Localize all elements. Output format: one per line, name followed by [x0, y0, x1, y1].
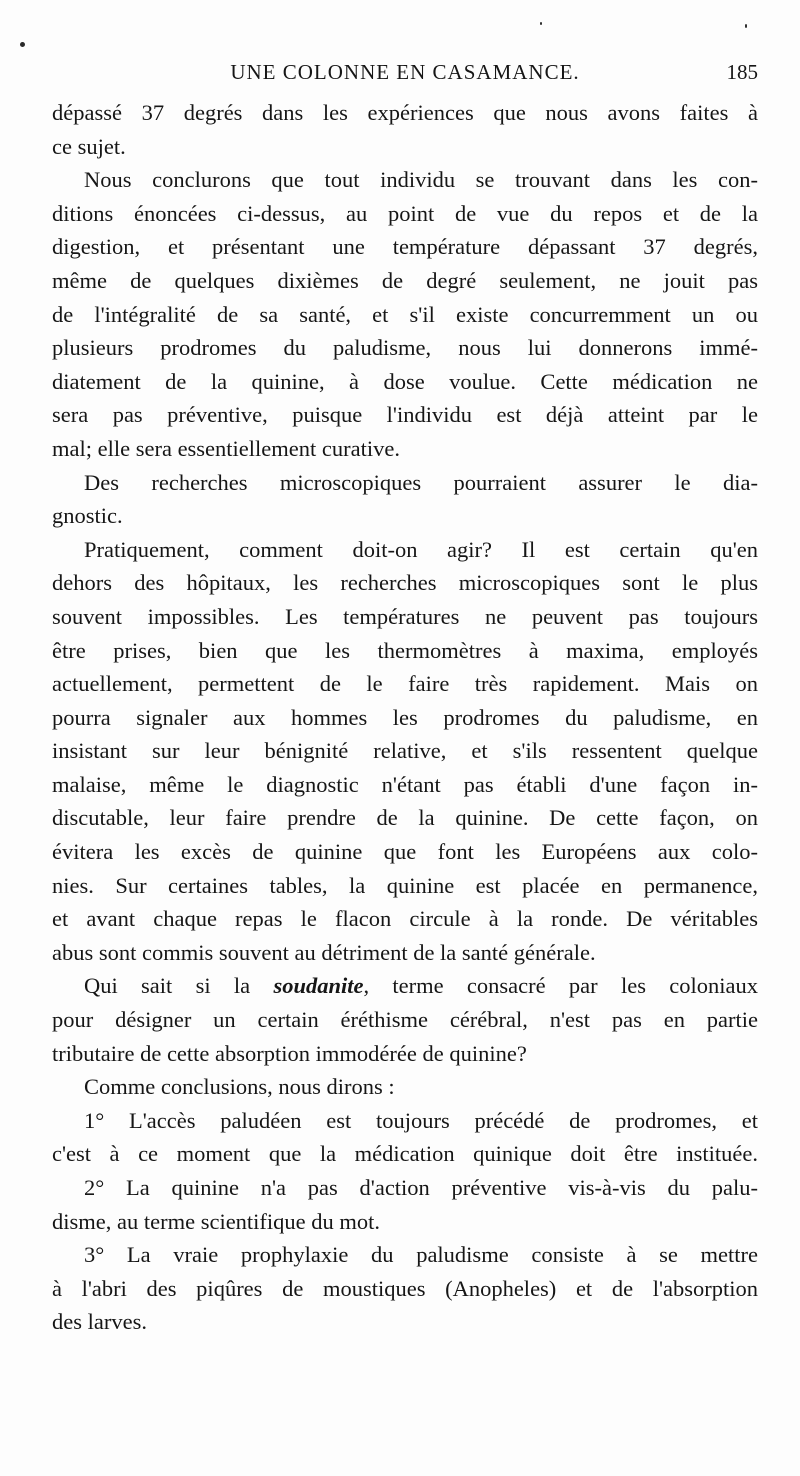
text-line: pourra signaler aux hommes les prodromes du paludisme, en: [52, 704, 758, 730]
text-line: tributaire de cette absorption immodérée de quinine?: [52, 1040, 527, 1066]
text-line: des larves.: [52, 1309, 147, 1335]
print-speck: [745, 24, 747, 28]
text-line: pour désigner un certain éréthisme cérébral, n'est pas en partie: [52, 1007, 758, 1033]
text-line: c'est à ce moment que la médication quinique doit être instituée.: [52, 1141, 758, 1167]
text-line: et avant chaque repas le flacon circule à la ronde. De véritables: [52, 906, 758, 932]
text-line: même de quelques dixièmes de degré seulement, ne jouit pas: [52, 267, 758, 293]
text-line: évitera les excès de quinine que font les Européens aux colo-: [52, 839, 758, 865]
text-line: actuellement, permettent de le faire très rapidement. Mais on: [52, 671, 758, 697]
italic-term: soudanite: [273, 973, 364, 999]
body-text: [52, 96, 758, 1339]
text-line: 3° La vraie prophylaxie du paludisme consiste à se mettre: [84, 1242, 758, 1268]
text-line: de l'intégralité de sa santé, et s'il existe concurremment un ou: [52, 301, 758, 327]
text-line: digestion, et présentant une température dépassant 37 degrés,: [52, 234, 758, 260]
page-header: [52, 56, 758, 88]
text-line: 2° La quinine n'a pas d'action préventive vis-à-vis du palu-: [84, 1175, 758, 1200]
text-line: Nous conclurons que tout individu se trouvant dans les con-: [84, 167, 758, 193]
text-line: Pratiquement, comment doit-on agir? Il est certain qu'en: [84, 536, 758, 562]
text-line: dépassé 37 degrés dans les expériences que nous avons faites à: [52, 100, 758, 125]
text-line: souvent impossibles. Les températures ne peuvent pas toujours: [52, 603, 758, 629]
text-line: abus sont commis souvent au détriment de la santé générale.: [52, 939, 596, 965]
text-line: ce sujet.: [52, 133, 126, 159]
text-line: sera pas préventive, puisque l'individu est déjà atteint par le: [52, 402, 758, 428]
text-line: discutable, leur faire prendre de la quinine. De cette façon, on: [52, 805, 758, 831]
text-segment: , terme consacré par les coloniaux: [363, 973, 758, 999]
text-line: insistant sur leur bénignité relative, et s'ils ressentent quelque: [52, 738, 758, 764]
text-line: nies. Sur certaines tables, la quinine est placée en permanence,: [52, 872, 758, 898]
running-title: UNE COLONNE EN CASAMANCE.: [230, 60, 580, 84]
text-segment: Qui sait si la: [84, 973, 274, 999]
text-line: [52, 969, 758, 1003]
text-line: mal; elle sera essentiellement curative.: [52, 435, 400, 461]
print-speck: [540, 22, 542, 25]
text-line: ditions énoncées ci-dessus, au point de vue du repos et de la: [52, 200, 758, 226]
text-line: Comme conclusions, nous dirons :: [84, 1074, 395, 1100]
text-line: être prises, bien que les thermomètres à maxima, employés: [52, 637, 758, 663]
text-line: Des recherches microscopiques pourraient assurer le dia-: [84, 469, 758, 495]
text-line: 1° L'accès paludéen est toujours précédé de prodromes, et: [84, 1107, 758, 1133]
print-speck: [20, 42, 25, 47]
page-number: 185: [726, 60, 758, 84]
text-line: à l'abri des piqûres de moustiques (Anopheles) et de l'absorption: [52, 1275, 758, 1301]
text-line: diatement de la quinine, à dose voulue. Cette médication ne: [52, 368, 758, 394]
text-line: plusieurs prodromes du paludisme, nous lui donnerons immé-: [52, 335, 758, 361]
text-line: dehors des hôpitaux, les recherches microscopiques sont le plus: [52, 570, 758, 596]
text-line: malaise, même le diagnostic n'étant pas établi d'une façon in-: [52, 771, 758, 797]
text-line: gnostic.: [52, 503, 123, 529]
text-line: disme, au terme scientifique du mot.: [52, 1208, 381, 1234]
